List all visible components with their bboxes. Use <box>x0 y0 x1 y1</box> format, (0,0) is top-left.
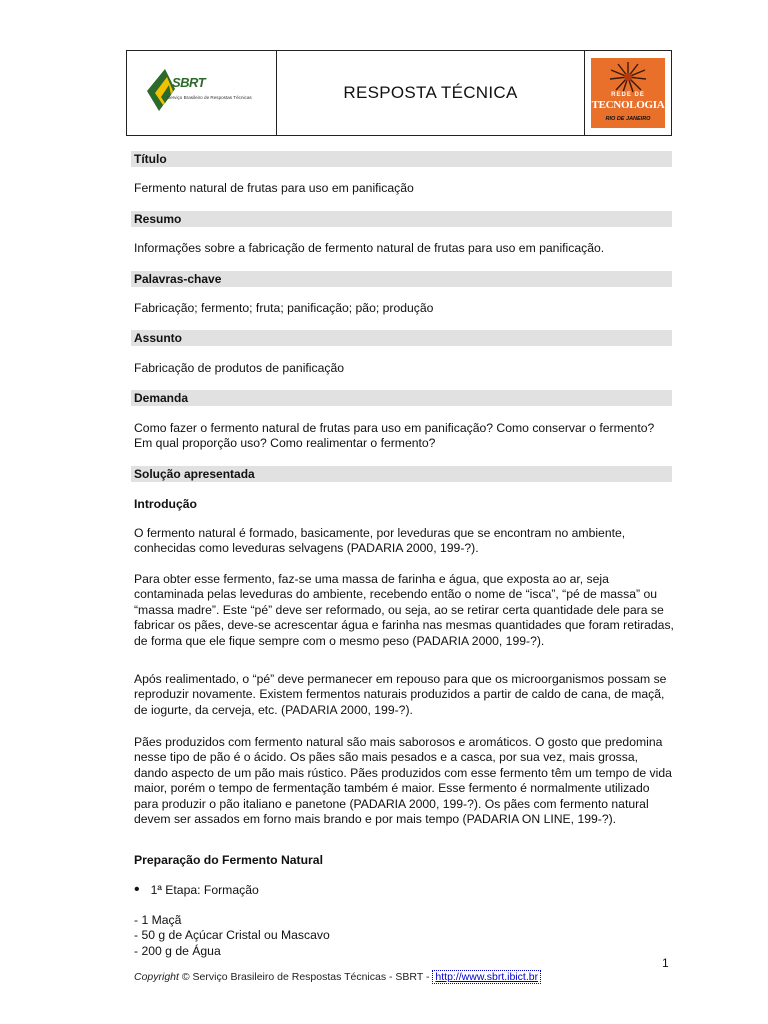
copyright-text: © Serviço Brasileiro de Respostas Técnicas - SBRT - <box>181 971 430 983</box>
demanda-text: Como fazer o fermento natural de frutas para uso em panificação? Como conservar o fermento? Em qual proporção uso? Como realimentar o fermento? <box>134 421 655 451</box>
section-label-demanda: Demanda <box>131 390 672 406</box>
sbrt-logo-subtitle: Serviço Brasileiro de Respostas Técnicas <box>167 95 252 100</box>
burst-icon <box>608 61 648 93</box>
paragraph-1: O fermento natural é formado, basicamente, por leveduras que se encontram no ambiente, conhecidas como leveduras selvagens (PADARIA 2000, 199-?). <box>134 526 626 556</box>
intro-heading: Introdução <box>134 497 197 511</box>
assunto-text: Fabricação de produtos de panificação <box>134 361 345 375</box>
header-table <box>126 50 672 136</box>
copyright-word: Copyright <box>134 971 179 983</box>
rede-logo-line3: RIO DE JANEIRO <box>605 116 651 122</box>
section-label-palavras-chave: Palavras-chave <box>131 271 672 287</box>
resumo-text: Informações sobre a fabricação de fermento natural de frutas para uso em panificação. <box>134 241 605 255</box>
section-label-solucao: Solução apresentada <box>131 466 672 482</box>
bullet-item <box>134 883 259 897</box>
paragraph-3: Após realimentado, o “pé” deve permanecer em repouso para que os microorganismos possam se reproduzir novamente. Existem fermentos naturais produzidos a partir de caldo de cana, de maçã, de iogurte, da cerveja, etc. (PADARIA 2000, 199-?). <box>134 672 667 717</box>
paragraph-4: Pães produzidos com fermento natural são mais saborosos e aromáticos. O gosto que predomina nesse tipo de pão é o ácido. Os pães são mais pesados e a casca, por sua vez, mais grossa, dando aspecto de um pão mais rústico. Pães produzidos com esse fermento têm um tempo de vida maior, porém o tempo de fermentação também é maior. Esse fermento é normalmente utilizado para produzir o pão italiano e panetone (PADARIA 2000, 199-?). Os pães com fermento natural devem ser assados em forno mais brando e por mais tempo (PADARIA ON LINE, 199-?). <box>134 735 672 827</box>
footer <box>134 971 541 983</box>
sbrt-logo-cell <box>127 51 277 135</box>
ingredient-list <box>134 913 330 959</box>
section-label-resumo: Resumo <box>131 211 672 227</box>
section-label-titulo: Título <box>131 151 672 167</box>
sbrt-logo-icon <box>141 63 271 123</box>
rede-logo-line2: TECNOLOGIA <box>591 99 665 111</box>
titulo-text: Fermento natural de frutas para uso em panificação <box>134 181 414 195</box>
bullet-icon: • <box>134 881 140 898</box>
sbrt-website-link[interactable]: http://www.sbrt.ibict.br <box>432 970 541 984</box>
paragraph-2: Para obter esse fermento, faz-se uma massa de farinha e água, que exposta ao ar, seja contaminada pelas leveduras do ambiente, recebendo então o nome de “isca”, “pé de massa” ou “massa madre”. Este “pé” deve ser reformado, ou seja, ao se retirar certa quantidade dele para se fabricar os pães, deve-se acrescentar água e farinha nas mesmas quantidades que foram retiradas, de forma que ele fique sempre com o mesmo peso (PADARIA 2000, 199-?). <box>134 572 674 648</box>
section-label-assunto: Assunto <box>131 330 672 346</box>
prep-heading: Preparação do Fermento Natural <box>134 853 323 867</box>
rede-logo-line1: REDE DE <box>611 92 645 98</box>
list-item: - 1 Maçã <box>134 913 182 927</box>
list-item: - 50 g de Açúcar Cristal ou Mascavo <box>134 928 330 943</box>
list-item: - 200 g de Água <box>134 943 221 958</box>
bullet-text: 1ª Etapa: Formação <box>150 883 259 897</box>
palavras-chave-text: Fabricação; fermento; fruta; panificação; pão; produção <box>134 301 434 315</box>
sbrt-logo-text: SBRT <box>172 75 206 90</box>
rede-tecnologia-logo-cell <box>584 51 671 135</box>
rede-tecnologia-logo <box>591 58 665 128</box>
page-number: 1 <box>662 956 669 970</box>
document-title: RESPOSTA TÉCNICA <box>343 83 518 102</box>
